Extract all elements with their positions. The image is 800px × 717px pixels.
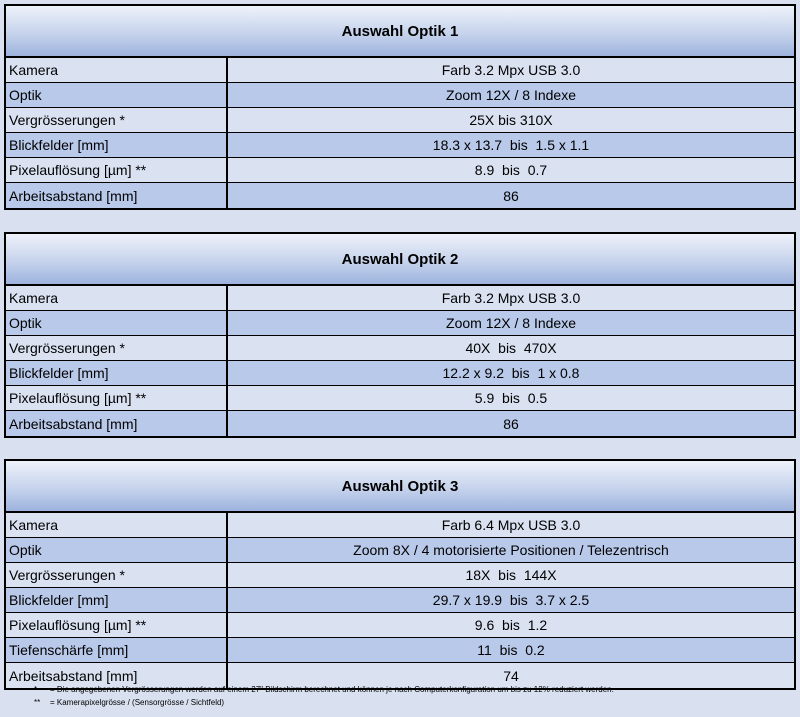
row-value: Farb 3.2 Mpx USB 3.0 (441, 62, 581, 78)
row-label: Kamera (6, 286, 228, 310)
table-row (6, 538, 794, 563)
row-value: Zoom 8X / 4 motorisierte Positionen / Telezentrisch (353, 542, 669, 558)
row-label: Arbeitsabstand [mm] (6, 663, 228, 688)
row-value: 11 bis 0.2 (477, 642, 545, 658)
row-value: 12.2 x 9.2 bis 1 x 0.8 (442, 365, 580, 381)
footnote-mark: ** (34, 698, 41, 707)
row-value: 18X bis 144X (465, 567, 557, 583)
row-value: Zoom 12X / 8 Indexe (446, 87, 576, 103)
row-label: Pixelauflösung [µm] ** (6, 158, 228, 182)
row-label: Blickfelder [mm] (6, 588, 228, 612)
table-row (6, 386, 794, 411)
table-row (6, 133, 794, 158)
table-row (6, 563, 794, 588)
row-label: Vergrösserungen * (6, 563, 228, 587)
row-value: 8.9 bis 0.7 (474, 162, 548, 178)
row-value: 5.9 bis 0.5 (474, 390, 548, 406)
table-row (6, 158, 794, 183)
row-label: Blickfelder [mm] (6, 361, 228, 385)
row-label: Vergrösserungen * (6, 336, 228, 360)
table-title: Auswahl Optik 1 (6, 6, 794, 58)
table-row (6, 411, 794, 436)
row-label: Optik (6, 311, 228, 335)
row-label: Blickfelder [mm] (6, 133, 228, 157)
table-row (6, 588, 794, 613)
footnote (34, 683, 614, 696)
footnote-mark: * (34, 685, 38, 694)
row-value: Farb 3.2 Mpx USB 3.0 (441, 290, 581, 306)
table-row (6, 311, 794, 336)
row-value: 9.6 bis 1.2 (474, 617, 548, 633)
optik-3-table (4, 459, 796, 690)
table-row (6, 638, 794, 663)
table-row (6, 83, 794, 108)
row-value: 86 (503, 187, 519, 204)
table-row (6, 336, 794, 361)
row-value: 40X bis 470X (465, 340, 557, 356)
footnote-text: = Kamerapixelgrösse / (Sensorgrösse / Sichtfeld) (50, 698, 225, 707)
row-label: Arbeitsabstand [mm] (6, 183, 228, 208)
row-label: Tiefenschärfe [mm] (6, 638, 228, 662)
table-row (6, 58, 794, 83)
footnote (34, 696, 614, 709)
table-title: Auswahl Optik 2 (6, 234, 794, 286)
row-value: 74 (503, 667, 519, 684)
row-value: 86 (503, 415, 519, 432)
footnote-text: = Die angegebenen Vergrösserungen werden auf einem 27" Bildschirm berechnet und können je nach Computerkonfiguration um bis zu 12% reduziert werden. (50, 685, 614, 694)
row-label: Pixelauflösung [µm] ** (6, 613, 228, 637)
row-value: Farb 6.4 Mpx USB 3.0 (441, 517, 581, 533)
optik-2-table (4, 232, 796, 438)
table-title: Auswahl Optik 3 (6, 461, 794, 513)
table-row (6, 286, 794, 311)
footnotes (34, 683, 614, 709)
table-row (6, 183, 794, 208)
row-label: Arbeitsabstand [mm] (6, 411, 228, 436)
row-value: 18.3 x 13.7 bis 1.5 x 1.1 (432, 137, 590, 153)
row-label: Optik (6, 538, 228, 562)
row-label: Kamera (6, 513, 228, 537)
table-row (6, 513, 794, 538)
row-value: 29.7 x 19.9 bis 3.7 x 2.5 (432, 592, 590, 608)
row-label: Vergrösserungen * (6, 108, 228, 132)
row-label: Pixelauflösung [µm] ** (6, 386, 228, 410)
table-row (6, 613, 794, 638)
row-value: 25X bis 310X (469, 112, 553, 128)
row-label: Kamera (6, 58, 228, 82)
table-row (6, 361, 794, 386)
row-label: Optik (6, 83, 228, 107)
optik-1-table (4, 4, 796, 210)
table-row (6, 108, 794, 133)
row-value: Zoom 12X / 8 Indexe (446, 315, 576, 331)
